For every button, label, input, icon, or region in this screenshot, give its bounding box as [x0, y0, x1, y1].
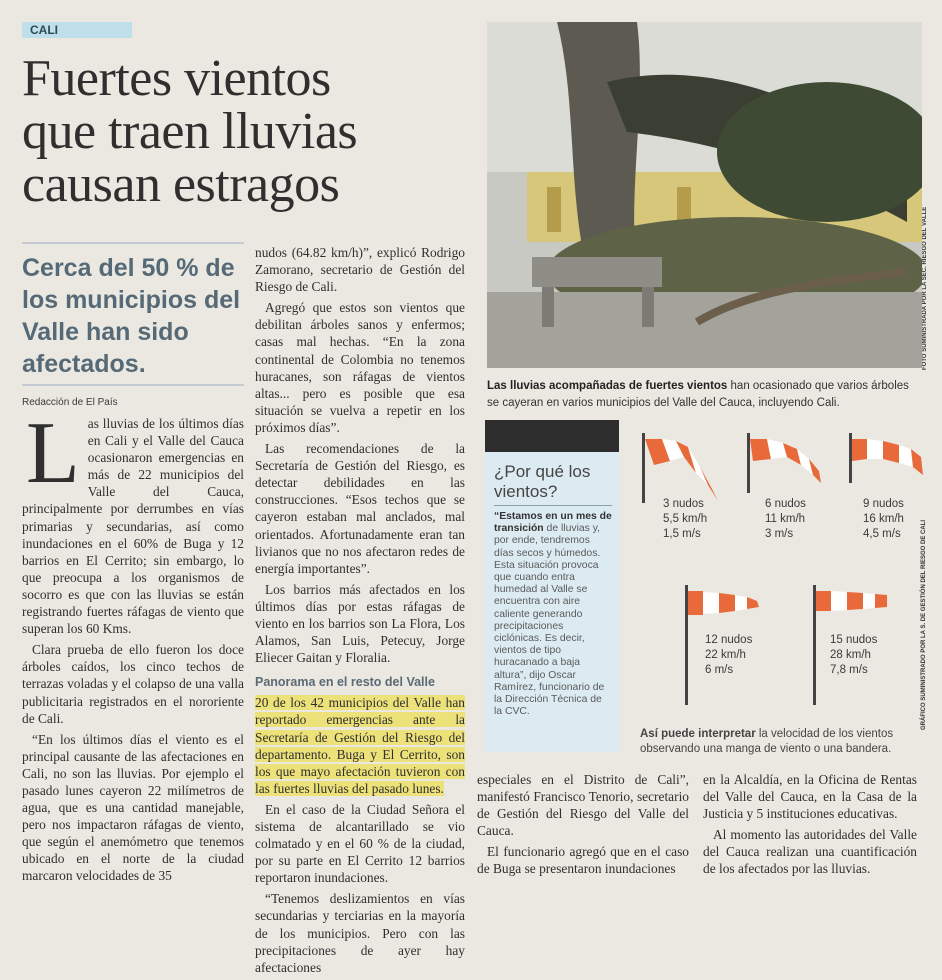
paragraph: Al momento las autoridades del Valle del Cauca realizan una cuantificación de los afectados por las lluvias. [703, 827, 917, 877]
paragraph: Las lluvias de los últimos días en Cali y el Valle del Cauca ocasionaron emergencias en más de 22 municipios del Valle del Cauca, principalmente por derrumbes en vías primarias y secundarias, así como inundaciones en el 60% de Buga y 12 barrios en El Cerrito; sin embargo, lo que preocupa a los organismos de socorro es que con las lluvias se están registrando fuertes ráfagas de viento que superan los 60 Kms. [22, 405, 244, 637]
photo-caption [487, 378, 917, 412]
headline-line-2: que traen lluvias [22, 103, 358, 160]
sidebar-quote [494, 511, 612, 718]
paragraph: “Tenemos deslizamientos en vías secundarias y terciarias en la mayoría de los municipios. Pero con las precipitaciones de ayer hay afectaciones [255, 891, 465, 975]
sidebar-title: ¿Por qué los vientos? [494, 462, 591, 501]
paragraph: El funcionario agregó que en el caso de Buga se presentaron inundaciones [477, 844, 689, 877]
article-column-1 [22, 405, 244, 889]
headline-line-3: causan estragos [22, 156, 340, 213]
graphic-caption-bold: Así puede interpretar [640, 728, 756, 740]
windsock-label-1: 3 nudos 5,5 km/h 1,5 m/s [663, 498, 708, 540]
headline-line-1: Fuertes vientos [22, 50, 331, 107]
article-column-2 [255, 244, 465, 980]
paragraph: Los barrios más afectados en los últimos días por estas ráfagas de viento en los barrios son La Flora, Los Alamos, San Luis, Petecuy, Jorge Eliecer Gaitan y Floralia. [255, 581, 465, 666]
headline [22, 52, 482, 211]
article-column-3 [477, 771, 689, 882]
windsock-icon [745, 433, 825, 493]
windsock-icon [640, 433, 720, 503]
windsock-icon [847, 433, 925, 483]
graphic-caption-text: la velocidad de los vientos observando una manga de viento o una bandera. [640, 728, 894, 755]
caption-text: han ocasionado que varios árboles se cayeran en varios municipios del Valle del Cauca, incluyendo Cali. [487, 380, 909, 409]
paragraph: Clara prueba de ello fueron los doce árboles caídos, los cinco techos de terrazas voladas y el colapso de una valla publicitaria registrados en el nororiente de Cali. [22, 642, 244, 726]
photo-illustration [487, 22, 922, 368]
paragraph: “En los últimos días el viento es el principal causante de las afectaciones en Cali, no son las lluvias. Por ejemplo el pasado lunes cayeron 22 milímetros de agua, que es una cantidad manejable, pero nos impactaron ráfagas de viento, que según el anemómetro que tenemos ubicado en el norte de la ciudad marcaron velocidades de 35 [22, 731, 244, 884]
deck-top-rule [22, 242, 244, 244]
byline: Redacción de El País [22, 397, 118, 408]
highlight: 20 de los 42 municipios del Valle han reportado emergencias ante la Secretaría de Gestión del Riesgo del departamento. Buga y El Cerrito, son los que mayo afectación tuvieron con las fuertes lluvias del pasado lunes. [255, 695, 465, 796]
windsock-label-2: 6 nudos 11 km/h 3 m/s [765, 498, 806, 540]
sidebar-quote-text: de lluvias y, por ende, tendremos días secos y húmedos. Esta situación provoca que cuando entra humedad al Valle se encuentra con aire caliente generando precipitaciones ciclónicas. Es decir, vientos de tipo huracanado a baja altura”, dijo Oscar Ramírez, funcionario de la Dirección Técnica de la CVC. [494, 523, 605, 718]
sidebar-rule [494, 505, 612, 506]
dropcap: L [26, 405, 80, 502]
photo-fallen-tree [487, 22, 922, 368]
windsock-label-3: 9 nudos 16 km/h 4,5 m/s [863, 498, 904, 540]
graphic-caption [640, 727, 930, 757]
windsock-label-5: 15 nudos 28 km/h 7,8 m/s [830, 634, 878, 676]
paragraph: nudos (64.82 km/h)”, explicó Rodrigo Zamorano, secretario de Gestión del Riesgo de Cali. [255, 245, 465, 295]
paragraph: especiales en el Distrito de Cali”, manifestó Francisco Tenorio, secretario de Gestión del Riesgo del Valle del Cauca. [477, 772, 689, 839]
windsock-graphic [625, 425, 925, 725]
highlighted-paragraph [255, 694, 465, 797]
section-tag: CALI [22, 22, 132, 38]
photo-credit: FOTO SUMINISTRADA POR LA SEC. RIESGO DEL VALLE [922, 206, 928, 370]
article-column-4 [703, 771, 917, 882]
sidebar-header-bar [485, 420, 619, 452]
deck-bottom-rule [22, 384, 244, 386]
windsock-label-4: 12 nudos 22 km/h 6 m/s [705, 634, 753, 676]
paragraph: en la Alcaldía, en la Oficina de Rentas del Valle del Cauca, en la Casa de la Justicia y 5 instituciones educativas. [703, 772, 917, 822]
subhead: Panorama en el resto del Valle [255, 675, 435, 690]
caption-bold: Las lluvias acompañadas de fuertes vientos [487, 380, 728, 392]
deck: Cerca del 50 % de los municipios del Valle han sido afectados. [22, 254, 241, 378]
paragraph: Las recomendaciones de la Secretaría de Gestión del Riesgo, es detectar debilidades en las construcciones. “Esos techos que se cayeron estaban mal anclados, mal orientados. Afortunadamente eran tan livianos que no nos afectaron redes de energía importantes”. [255, 441, 465, 576]
sidebar-quote-bold: “Estamos en un mes de transición [494, 511, 612, 535]
graphic-credit: GRÁFICO SUMINISTRADO POR LA S. DE GESTIÓN DEL RIESGO DE CALI [921, 519, 927, 730]
paragraph: En el caso de la Ciudad Señora el sistema de alcantarillado se vio colmatado y en el 60 % de la ciudad, por su parte en El Cerrito 12 barrios reportaron inundaciones. [255, 801, 465, 886]
paragraph: Agregó que estos son vientos que debilitan árboles sanos y enfermos; casas mal hechas. “En la zona continental de Colombia no tenemos huracanes, son ráfagas de vientos altas... pero es posible que esa situación se vuelva a repetir en los próximos días”. [255, 300, 465, 435]
